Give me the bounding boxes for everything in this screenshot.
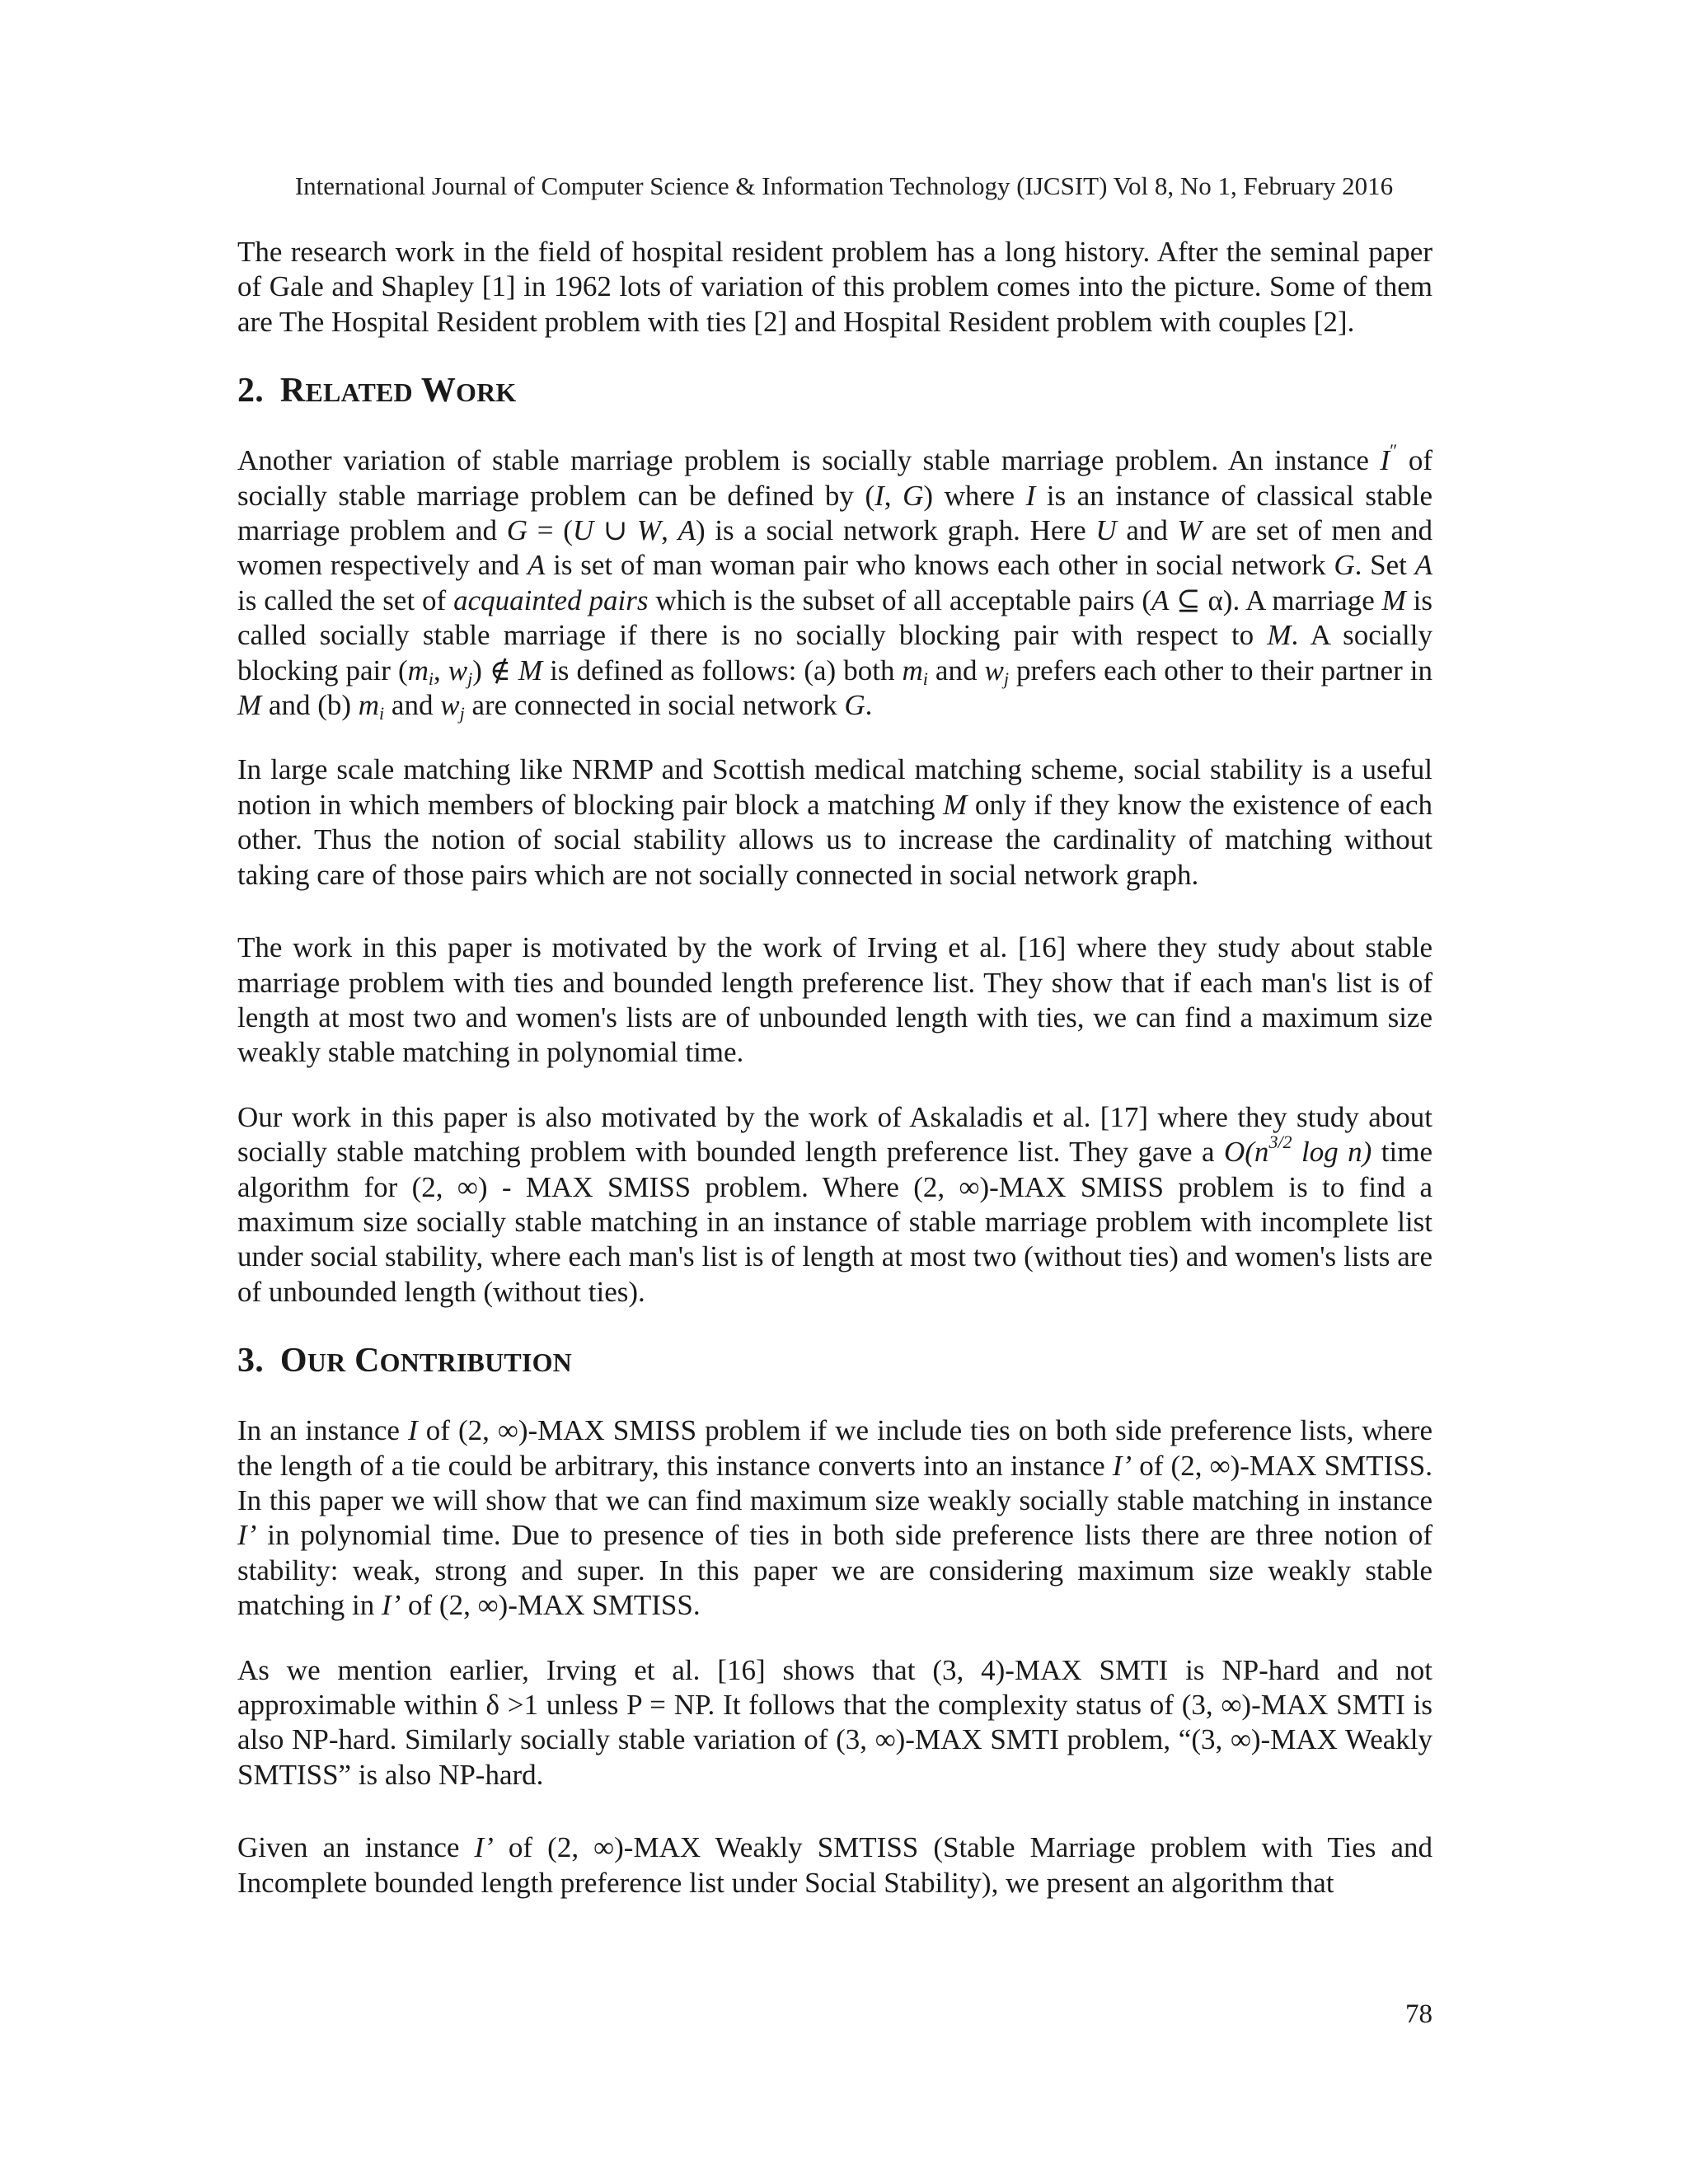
title-rest: UR [307,1347,346,1378]
related-work-paragraph-3: The work in this paper is motivated by the work of Irving et al. [16] where they study about stable marriage problem with ties and bounded length preference list. They show that if each man's list is of length at most two and women's lists are of unbounded length with ties, we can find a maximum size weakly stable matching in polynomial time. [237,931,1432,1069]
title-rest: ELATED [305,377,413,408]
title-initial: R [279,372,306,410]
title-initial: O [279,1342,307,1380]
contribution-paragraph-2: As we mention earlier, Irving et al. [16] shows that (3, 4)-MAX SMTI is NP-hard and not approximable within δ >1 unless P = NP. It follows that the complexity status of (3, ∞)-MAX SMTI is also NP-hard. Similarly socially stable variation of (3, ∞)-MAX SMTI problem, “(3, ∞)-MAX Weakly SMTISS” is also NP-hard. [237,1653,1432,1791]
related-work-paragraph-2: In large scale matching like NRMP and Scottish medical matching scheme, social stability is a useful notion in which members of blocking pair block a matching M only if they know the existence of each other. Thus the notion of social stability allows us to increase the cardinality of matching without taking care of those pairs which are not socially connected in social network graph. [237,753,1432,891]
title-rest: ONTRIBUTION [379,1347,572,1378]
intro-paragraph: The research work in the field of hospital resident problem has a long history. After the seminal paper of Gale and Shapley [1] in 1962 lots of variation of this problem comes into the picture. Some of them are The Hospital Resident problem with ties [2] and Hospital Resident problem with couples [2]. [237,236,1432,338]
section-number: 2. [237,372,264,410]
title-rest: ORK [456,377,517,408]
contribution-paragraph-1: In an instance I of (2, ∞)-MAX SMISS problem if we include ties on both side preference lists, where the length of a tie could be arbitrary, this instance converts into an instance I’ of (2, ∞)-MAX SMTISS. In this paper we will show that we can find maximum size weakly socially stable matching in instance I’ in polynomial time. Due to presence of ties in both side preference lists there are three notion of stability: weak, strong and super. In this paper we are considering maximum size weakly stable matching in I’ of (2, ∞)-MAX SMTISS. [237,1414,1433,1622]
related-work-paragraph-4: Our work in this paper is also motivated by the work of Askaladis et al. [17] where they study about socially stable matching problem with bounded length preference list. They gave a $O(n^{3/2}$ log n) time algorithm for (2, ∞) - MAX SMISS problem. Where (2, ∞)-MAX SMISS problem is to find a maximum size socially stable matching in an instance of stable marriage problem with incomplete list under social stability, where each man's list is of length at most two (without ties) and women's lists are of unbounded length (without ties). [237,1100,1432,1308]
page-number: 78 [1405,1999,1432,2029]
page-body [237,235,1432,1900]
related-work-paragraph-1: Another variation of stable marriage problem is socially stable marriage problem. An instance I″ of socially stable marriage problem can be defined by (I, G) where I is an instance of classical stable marriage problem and G = (U ∪ W, A) is a social network graph. Here U and W are set of men and women respectively and A is set of man woman pair who knows each other in social network G. Set A is called the set of acquainted pairs which is the subset of all acceptable pairs (A ⊆ α). A marriage M is called socially stable marriage if there is no socially blocking pair with respect to M. A socially blocking pair ($m_i$, $w_j$) ∉ M is defined as follows: (a) both $m_i$ and $w_j$ prefers each other to their partner in M and (b) $m_i$ and $w_j$ are connected in social network G. [237,440,1433,724]
section-number: 3. [237,1342,264,1380]
section-heading-our-contribution [237,1339,1432,1384]
title-initial: W [420,372,457,410]
contribution-paragraph-3: Given an instance I’ of (2, ∞)-MAX Weakly SMTISS (Stable Marriage problem with Ties and Incomplete bounded length preference list under Social Stability), we present an algorithm that [237,1831,1432,1899]
running-header: International Journal of Computer Science & Information Technology (IJCSIT) Vol 8, No 1, February 2016 [294,171,1394,200]
title-initial: C [354,1342,380,1380]
section-heading-related-work [237,369,1432,414]
